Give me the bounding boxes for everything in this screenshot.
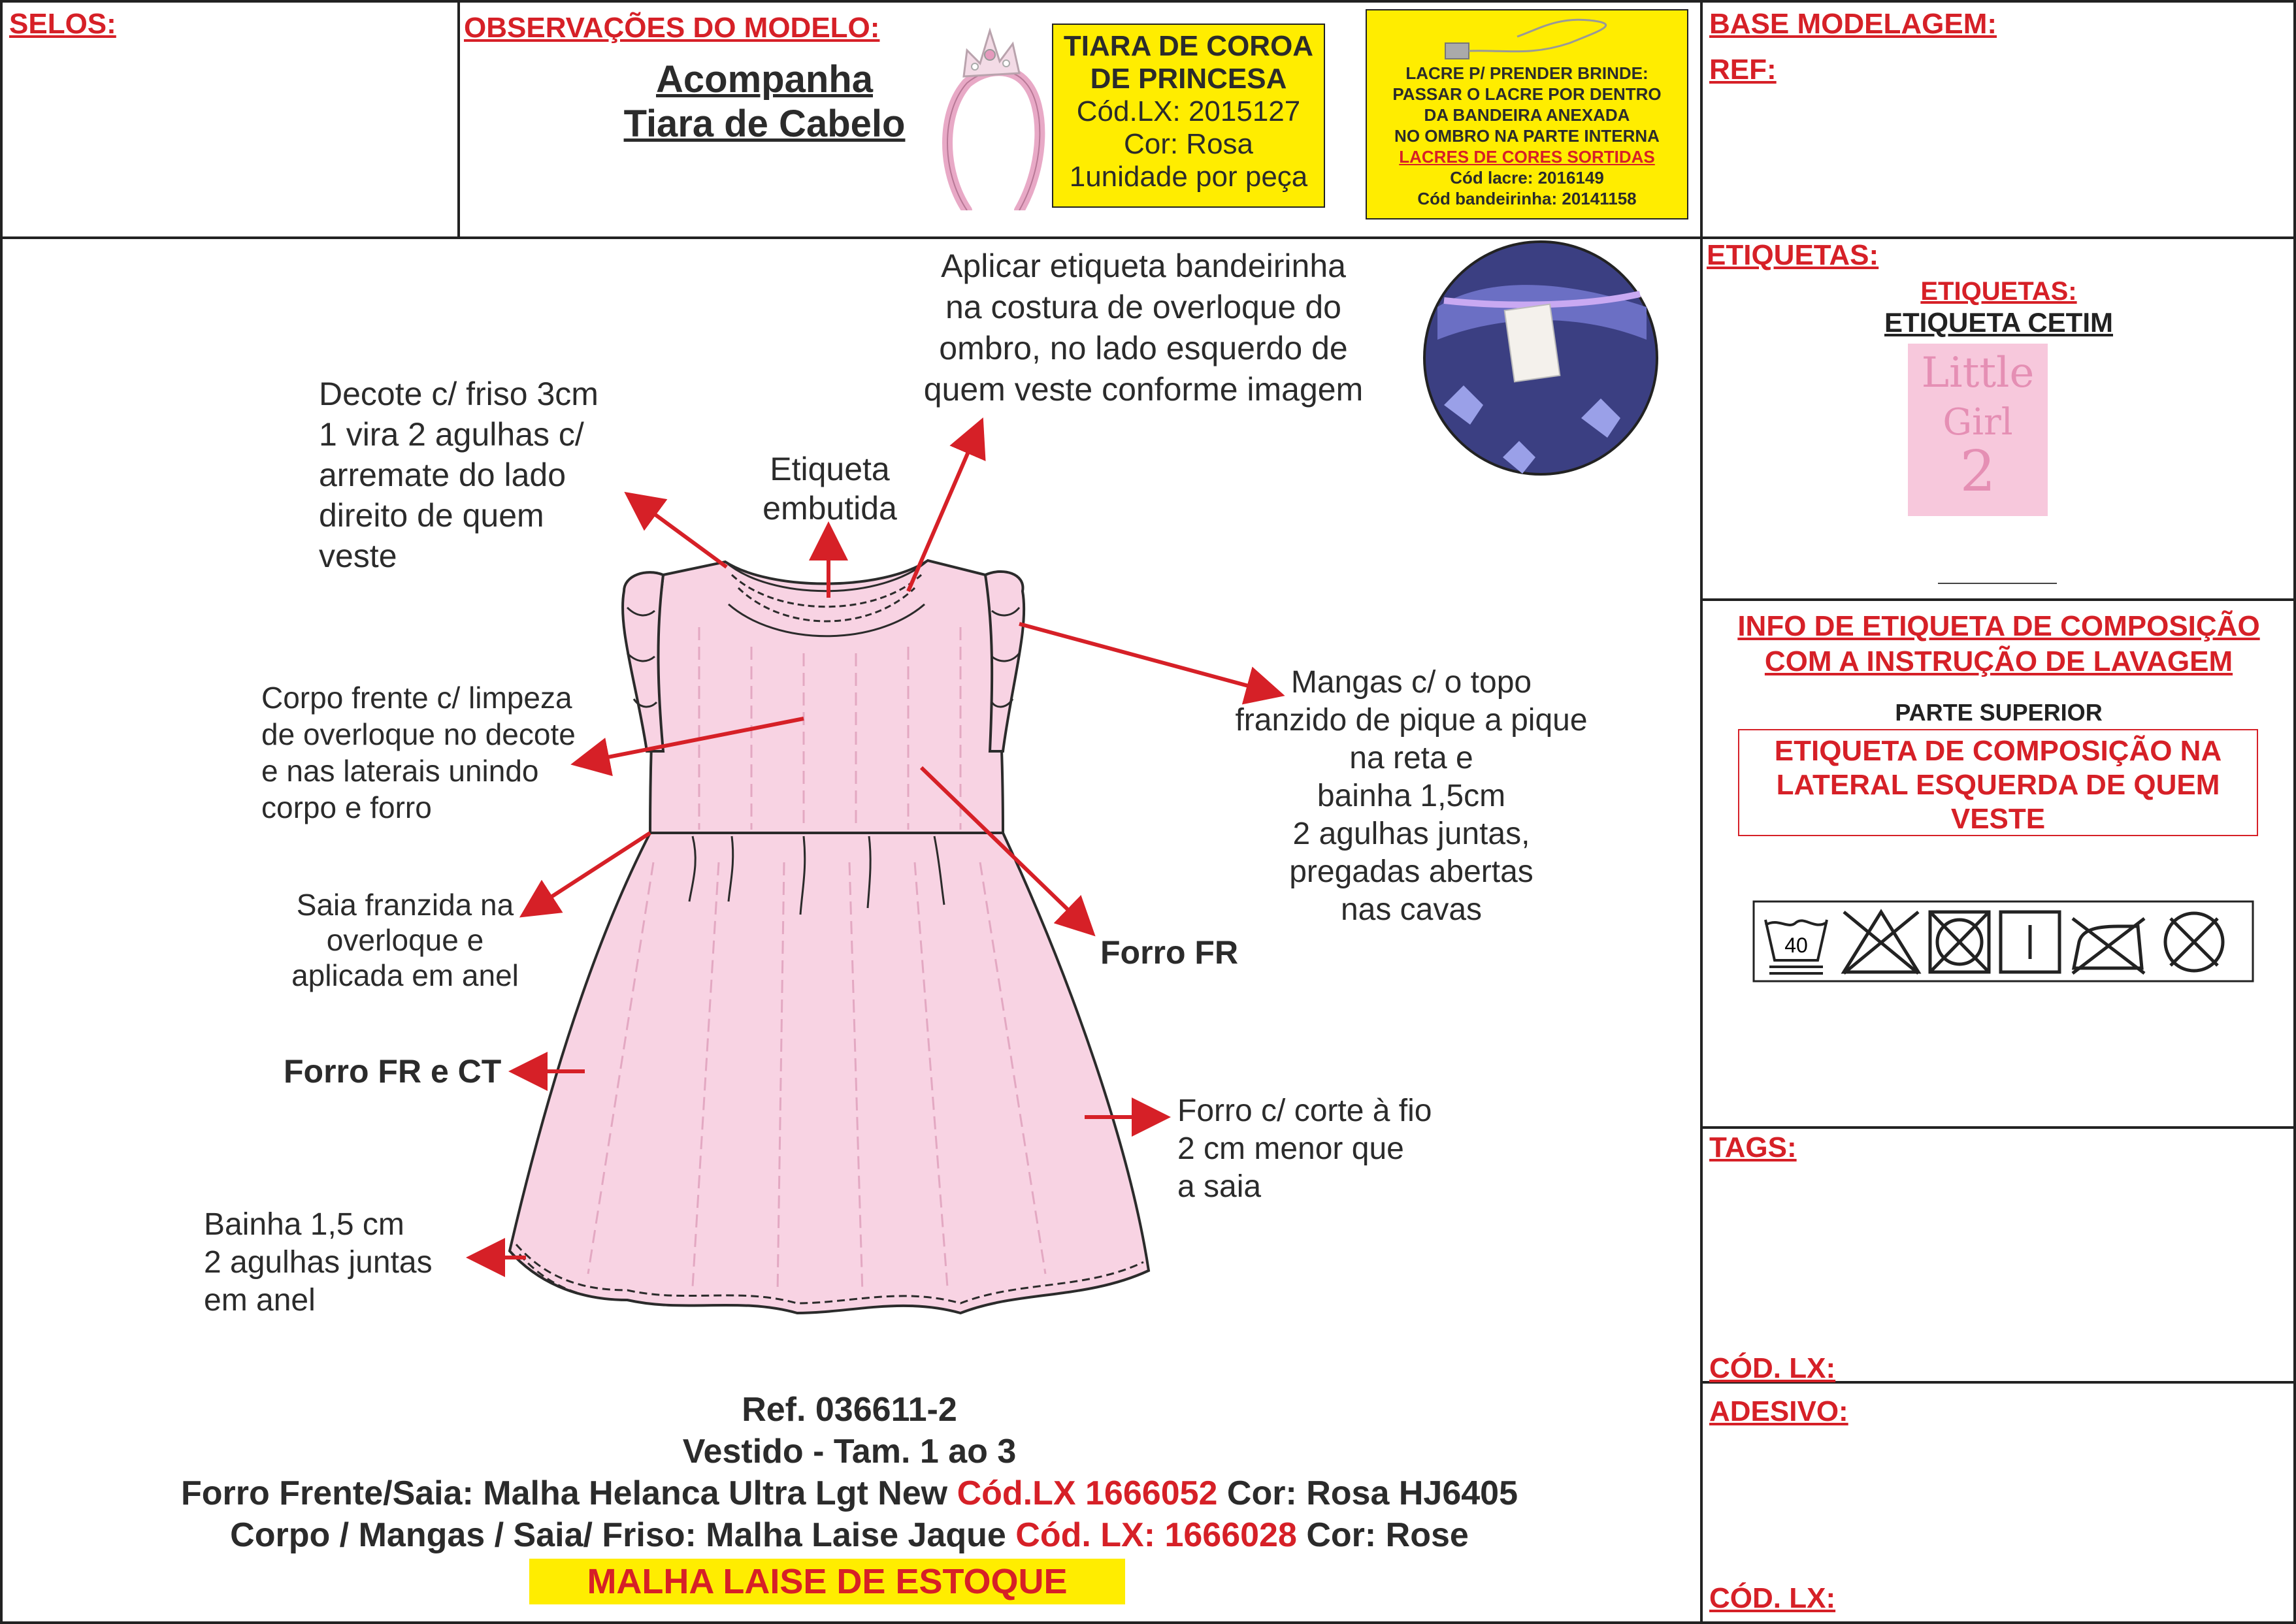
lacre-line6: Cód lacre: 2016149	[1450, 168, 1604, 187]
note-sleeves: Mangas c/ o topo franzido de pique a pique na reta e bainha 1,5cm 2 agulhas juntas, pregadas abertas nas cavas	[1235, 665, 1588, 927]
tiara-box-title2: DE PRINCESA	[1090, 63, 1287, 95]
note-apply-tag: Aplicar etiqueta bandeirinha na costura de overloque do ombro, no lado esquerdo de quem veste conforme imagem	[923, 248, 1364, 408]
footer-lining-color: Cor: Rosa HJ6405	[1226, 1474, 1518, 1512]
composition-box-line3: VESTE	[1950, 803, 2046, 835]
lacre-line2: PASSAR O LACRE POR DENTRO	[1392, 84, 1662, 104]
composition-title-line1: INFO DE ETIQUETA DE COMPOSIÇÃO	[1737, 610, 2260, 642]
tiara-caption-line1: Acompanha	[656, 58, 873, 101]
care-symbols	[1752, 900, 2254, 983]
footer-product: Vestido - Tam. 1 ao 3	[682, 1433, 1017, 1470]
footer-lining-line	[0, 1472, 1699, 1514]
wash-temp: 40	[1784, 934, 1808, 957]
footer-body-desc: Corpo / Mangas / Saia/ Friso: Malha Laise Jaque	[230, 1516, 1006, 1554]
etiquetas-header: ETIQUETAS:	[1707, 239, 1879, 271]
footer-lining-desc: Forro Frente/Saia: Malha Helanca Ultra Lgt New	[180, 1474, 948, 1512]
etiqueta-cetim-title: ETIQUETA CETIM	[1884, 307, 2113, 338]
tags-divider	[1701, 1126, 2296, 1129]
tiara-box-code: Cód.LX: 2015127	[1076, 95, 1301, 127]
footer-ref: Ref. 036611-2	[742, 1391, 957, 1429]
note-neckline: Decote c/ friso 3cm 1 vira 2 agulhas c/ arremate do lado direito de quem veste	[319, 376, 599, 574]
tags-header: TAGS:	[1709, 1131, 1797, 1163]
frame-bottom	[0, 1621, 2296, 1624]
little-girl-label	[1908, 344, 2048, 516]
note-body-front: Corpo frente c/ limpeza de overloque no decote e nas laterais unindo corpo e forro	[261, 681, 576, 824]
note-lining-fr: Forro FR	[1100, 934, 1239, 971]
label-word-girl: Girl	[1943, 401, 2013, 444]
ref-header: REF:	[1709, 54, 1777, 86]
composition-title	[1701, 609, 2296, 679]
etiquetas-sub-title: ETIQUETAS:	[1920, 277, 2077, 306]
lacre-line5: LACRES DE CORES SORTIDAS	[1399, 147, 1655, 167]
composition-box-line1: ETIQUETA DE COMPOSIÇÃO NA	[1774, 735, 2222, 767]
footer-body-code: Cód. LX: 1666028	[1015, 1516, 1297, 1554]
base-modelagem-header: BASE MODELAGEM:	[1709, 8, 1997, 40]
label-size: 2	[1960, 439, 1996, 504]
label-underline	[1938, 583, 2057, 584]
note-lining-fr-ct: Forro FR e CT	[284, 1053, 502, 1090]
dress-skirt	[510, 833, 1149, 1313]
no-tumble-dry-icon	[1930, 912, 1989, 972]
adesivo-header: ADESIVO:	[1709, 1395, 1848, 1427]
tiara-box-qty: 1unidade por peça	[1069, 161, 1308, 193]
lacre-line3: DA BANDEIRA ANEXADA	[1424, 105, 1630, 125]
flag-tag	[1505, 304, 1560, 382]
footer-body-line	[0, 1514, 1699, 1556]
dress	[510, 560, 1149, 1313]
stock-banner: MALHA LAISE DE ESTOQUE	[529, 1559, 1125, 1604]
composition-box-line2: LATERAL ESQUERDA DE QUEM	[1776, 769, 2220, 801]
tags-cod-lx: CÓD. LX:	[1709, 1352, 1836, 1384]
lacre-line1: LACRE P/ PRENDER BRINDE:	[1405, 63, 1648, 83]
note-skirt: Saia franzida na overloque e aplicada em anel	[291, 888, 519, 992]
shoulder-tag-photo	[1424, 242, 1657, 474]
tiara-caption-line2: Tiara de Cabelo	[623, 103, 906, 145]
tiara-box-color: Cor: Rosa	[1123, 128, 1254, 160]
footer-body-color: Cor: Rose	[1306, 1516, 1469, 1554]
note-lining-cut: Forro c/ corte à fio 2 cm menor que a saia	[1177, 1094, 1432, 1204]
observacoes-header: OBSERVAÇÕES DO MODELO:	[464, 12, 880, 44]
note-hem: Bainha 1,5 cm 2 agulhas juntas em anel	[204, 1207, 433, 1318]
selos-header: SELOS:	[9, 8, 116, 40]
label-word-little: Little	[1921, 349, 2035, 397]
note-embedded-tag: Etiqueta embutida	[763, 451, 897, 527]
lacre-line7: Cód bandeirinha: 20141158	[1417, 189, 1637, 208]
footer-lining-code: Cód.LX 1666052	[957, 1474, 1218, 1512]
tiara-box-title1: TIARA DE COROA	[1063, 30, 1314, 62]
footer-spec	[0, 1389, 1699, 1556]
composition-title-line2: COM A INSTRUÇÃO DE LAVAGEM	[1764, 645, 2233, 677]
composition-box	[1738, 729, 2258, 836]
etiquetas-divider	[1701, 598, 2296, 601]
lacre-line4: NO OMBRO NA PARTE INTERNA	[1394, 126, 1660, 146]
composition-part: PARTE SUPERIOR	[1895, 699, 2103, 726]
dress-bodice	[650, 560, 1003, 833]
adesivo-cod-lx: CÓD. LX:	[1709, 1582, 1836, 1614]
